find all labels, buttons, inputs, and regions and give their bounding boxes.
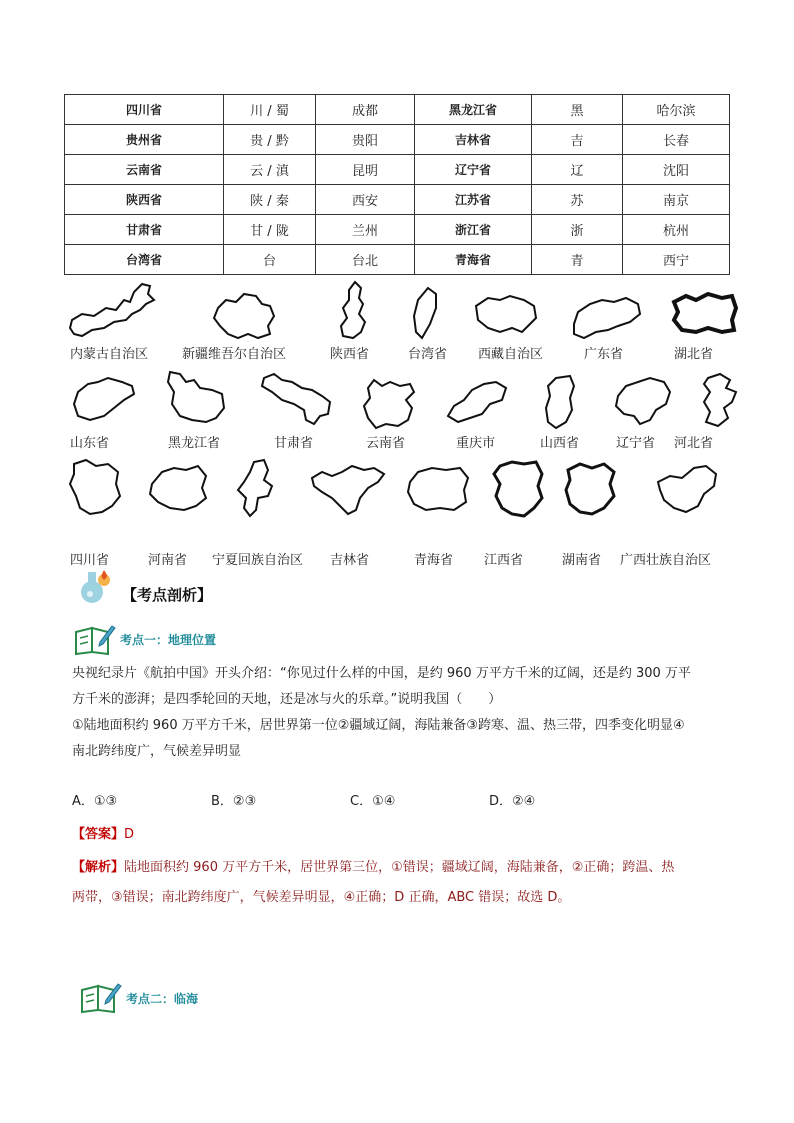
table-row: [65, 155, 730, 185]
capital-cell: 昆明: [316, 155, 415, 185]
map-jilin: [308, 462, 392, 520]
map-liaoning: [610, 376, 674, 428]
capital-cell: 南京: [623, 185, 730, 215]
map-shaanxi: [335, 280, 370, 342]
option-d: D．②④: [489, 794, 536, 809]
map-hebei: [698, 372, 742, 430]
capital-cell: 台北: [316, 245, 415, 275]
answer-label: 【答案】: [72, 827, 125, 842]
map-label: 湖南省: [562, 553, 602, 568]
map-label: 河北省: [674, 436, 714, 451]
map-label: 甘肃省: [274, 436, 314, 451]
question-line: 南北跨纬度广，气候差异明显: [72, 744, 242, 759]
map-guangxi: [654, 462, 722, 518]
abbreviation-cell: 云 / 滇: [224, 155, 316, 185]
map-gansu: [258, 370, 336, 428]
capital-cell: 沈阳: [623, 155, 730, 185]
map-label: 山西省: [540, 436, 580, 451]
abbreviation-cell: 浙: [532, 215, 623, 245]
map-label: 新疆维吾尔自治区: [182, 347, 287, 362]
map-hubei: [668, 290, 740, 338]
kp1-title: 考点一：地理位置: [120, 633, 217, 647]
map-label: 四川省: [70, 553, 110, 568]
map-label: 湖北省: [674, 347, 714, 362]
capital-cell: 成都: [316, 95, 415, 125]
question-line: 央视纪录片《航拍中国》开头介绍：“你见过什么样的中国，是约 960 万平方千米的辽阔，还是约 300 万平: [72, 666, 691, 681]
abbreviation-cell: 台: [224, 245, 316, 275]
map-guangdong: [568, 294, 646, 342]
table-row: [65, 245, 730, 275]
book-pencil-icon: [78, 980, 122, 1018]
map-label: 辽宁省: [616, 436, 656, 451]
map-label: 广西壮族自治区: [620, 553, 712, 568]
province-name-cell: 青海省: [415, 245, 532, 275]
map-label: 青海省: [414, 553, 454, 568]
answer-options: [72, 790, 535, 809]
option-a: A．①③: [72, 794, 118, 809]
map-hunan: [560, 460, 620, 518]
option-c: C．①④: [350, 794, 396, 809]
map-label: 重庆市: [456, 436, 496, 451]
abbreviation-cell: 苏: [532, 185, 623, 215]
abbreviation-cell: 甘 / 陇: [224, 215, 316, 245]
province-name-cell: 台湾省: [65, 245, 224, 275]
map-jiangxi: [490, 458, 548, 520]
kp2-title: 考点二：临海: [126, 992, 199, 1006]
province-name-cell: 吉林省: [415, 125, 532, 155]
map-label: 山东省: [70, 436, 110, 451]
province-table: [64, 94, 730, 275]
capital-cell: 兰州: [316, 215, 415, 245]
question-stem: [72, 661, 722, 765]
map-heilongjiang: [160, 368, 232, 430]
analysis: [72, 853, 722, 913]
map-xizang: [470, 292, 542, 338]
abbreviation-cell: 贵 / 黔: [224, 125, 316, 155]
question-line: ①陆地面积约 960 万平方千米，居世界第一位②疆域辽阔，海陆兼备③跨寒、温、热三带，四季变化明显④: [72, 718, 685, 733]
map-neimenggu: [68, 280, 173, 342]
map-label: 江西省: [484, 553, 524, 568]
map-chongqing: [444, 378, 510, 426]
abbreviation-cell: 辽: [532, 155, 623, 185]
province-outline-maps: [0, 280, 794, 570]
map-label: 陕西省: [330, 347, 370, 362]
capital-cell: 长春: [623, 125, 730, 155]
map-label: 宁夏回族自治区: [212, 553, 304, 568]
abbreviation-cell: 黑: [532, 95, 623, 125]
province-name-cell: 贵州省: [65, 125, 224, 155]
analysis-text: 陆地面积约 960 万平方千米，居世界第三位，①错误；疆域辽阔，海陆兼备，②正确；跨温、热: [124, 860, 675, 875]
map-taiwan: [410, 286, 440, 342]
option-b: B．②③: [211, 794, 257, 809]
province-name-cell: 浙江省: [415, 215, 532, 245]
abbreviation-cell: 川 / 蜀: [224, 95, 316, 125]
section-title: 【考点剖析】: [122, 586, 213, 604]
province-name-cell: 江苏省: [415, 185, 532, 215]
province-name-cell: 陕西省: [65, 185, 224, 215]
map-shanxi: [540, 374, 580, 432]
answer: [72, 823, 134, 842]
capital-cell: 西安: [316, 185, 415, 215]
map-label: 台湾省: [408, 347, 448, 362]
table-row: [65, 185, 730, 215]
map-sichuan: [66, 458, 124, 518]
map-label: 云南省: [366, 436, 406, 451]
province-name-cell: 辽宁省: [415, 155, 532, 185]
map-label: 内蒙古自治区: [70, 347, 149, 362]
book-pencil-icon: [72, 622, 116, 660]
map-shandong: [68, 374, 140, 424]
map-henan: [146, 462, 212, 514]
abbreviation-cell: 青: [532, 245, 623, 275]
table-row: [65, 215, 730, 245]
map-yunnan: [360, 376, 418, 432]
capital-cell: 杭州: [623, 215, 730, 245]
province-name-cell: 甘肃省: [65, 215, 224, 245]
answer-value: D: [124, 827, 135, 842]
map-ningxia: [234, 458, 278, 520]
map-label: 河南省: [148, 553, 188, 568]
map-label: 黑龙江省: [168, 436, 221, 451]
map-label: 西藏自治区: [478, 347, 544, 362]
capital-cell: 西宁: [623, 245, 730, 275]
map-label: 吉林省: [330, 553, 370, 568]
map-qinghai: [404, 464, 472, 514]
map-label: 广东省: [584, 347, 624, 362]
analysis-text: 两带，③错误；南北跨纬度广，气候差异明显，④正确；D 正确，ABC 错误；故选 D。: [72, 890, 571, 905]
province-name-cell: 黑龙江省: [415, 95, 532, 125]
map-xinjiang: [210, 290, 280, 342]
abbreviation-cell: 陕 / 秦: [224, 185, 316, 215]
province-name-cell: 云南省: [65, 155, 224, 185]
analysis-label: 【解析】: [72, 860, 125, 875]
question-line: 方千米的澎湃；是四季轮回的天地，还是冰与火的乐章。”说明我国（ ）: [72, 692, 502, 707]
capital-cell: 哈尔滨: [623, 95, 730, 125]
table-row: [65, 95, 730, 125]
capital-cell: 贵阳: [316, 125, 415, 155]
table-row: [65, 125, 730, 155]
abbreviation-cell: 吉: [532, 125, 623, 155]
province-name-cell: 四川省: [65, 95, 224, 125]
flask-icon: [76, 566, 116, 610]
